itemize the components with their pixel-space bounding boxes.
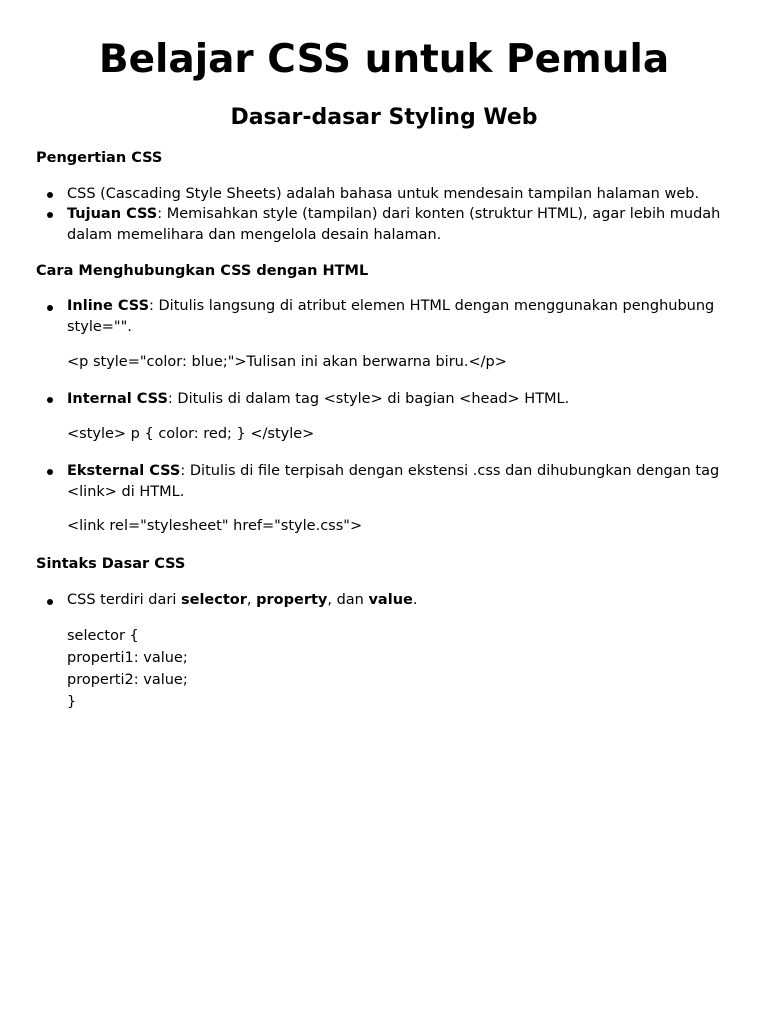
syntax-property: property (256, 592, 328, 608)
internal-css-example: <style> p { color: red; } </style> (67, 426, 315, 442)
inline-css-example: <p style="color: blue;">Tulisan ini akan berwarna biru.</p> (67, 354, 507, 370)
inline-css-text-line1: : Ditulis langsung di atribut elemen HTML dengan menggunakan penghubung (149, 298, 715, 314)
syntax-value: value (368, 592, 413, 608)
bullet-icon (47, 305, 53, 311)
list-item-inline-css (67, 296, 727, 338)
code-line: selector { (67, 628, 139, 644)
internal-css-text: : Ditulis di dalam tag <style> di bagian <head> HTML. (167, 391, 570, 407)
bullet-icon (47, 397, 53, 403)
list-item-external-css (67, 461, 727, 503)
bullet-icon (47, 469, 53, 475)
syntax-comma: , (246, 592, 257, 608)
bullet-icon (47, 599, 53, 605)
syntax-period: . (412, 592, 418, 608)
section-heading-sintaks: Sintaks Dasar CSS (36, 556, 186, 572)
syntax-prefix: CSS terdiri dari (67, 592, 181, 608)
list-item-syntax (67, 590, 727, 611)
code-line: properti1: value; (67, 650, 188, 666)
syntax-dan: , dan (327, 592, 369, 608)
syntax-code-block (67, 625, 727, 713)
code-line: } (67, 694, 77, 710)
bullet-icon (47, 192, 53, 198)
list-item-definition: CSS (Cascading Style Sheets) adalah bahasa untuk mendesain tampilan halaman web. (67, 186, 700, 202)
syntax-selector: selector (180, 592, 247, 608)
list-item-purpose (67, 204, 727, 246)
list-item-internal-css (67, 389, 727, 410)
purpose-text-line1: : Memisahkan style (tampilan) dari konten (struktur HTML), agar lebih mudah (157, 206, 721, 222)
purpose-text-line2: dalam memelihara dan mengelola desain halaman. (67, 227, 442, 243)
external-css-label: Eksternal CSS (67, 463, 181, 479)
external-css-example: <link rel="stylesheet" href="style.css"> (67, 518, 363, 534)
inline-css-text-line2: style="". (67, 319, 132, 335)
purpose-label: Tujuan CSS (67, 206, 158, 222)
page-subtitle: Dasar-dasar Styling Web (230, 105, 538, 130)
inline-css-label: Inline CSS (67, 298, 150, 314)
code-line: properti2: value; (67, 672, 188, 688)
page-title: Belajar CSS untuk Pemula (98, 37, 670, 82)
external-css-text-line2: <link> di HTML. (67, 484, 185, 500)
external-css-text-line1: : Ditulis di file terpisah dengan ekstensi .css dan dihubungkan dengan tag (180, 463, 720, 479)
internal-css-label: Internal CSS (67, 391, 168, 407)
section-heading-pengertian: Pengertian CSS (36, 150, 163, 166)
section-heading-menghubungkan: Cara Menghubungkan CSS dengan HTML (36, 263, 369, 279)
bullet-icon (47, 212, 53, 218)
